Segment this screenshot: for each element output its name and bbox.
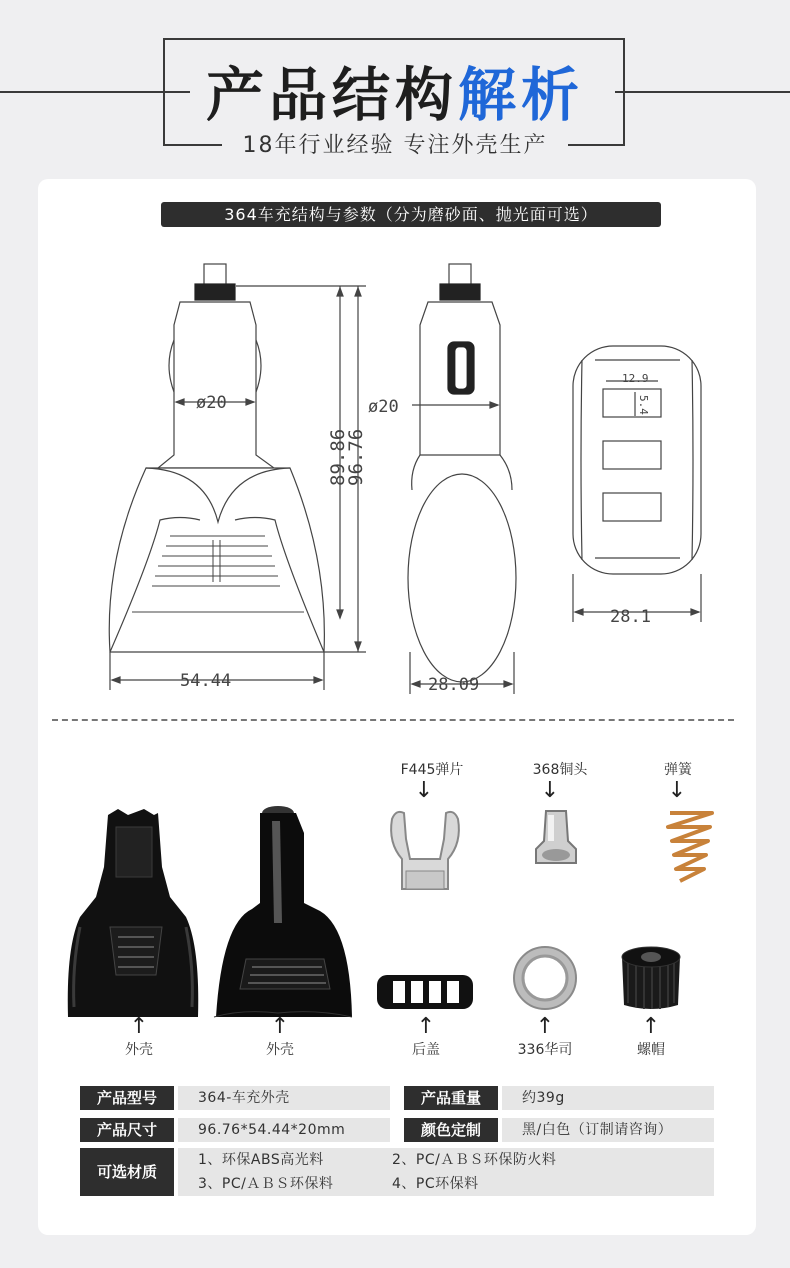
spring-label: 弹簧 [664, 762, 692, 778]
shell-inside-image [66, 807, 206, 1025]
copper-head-label: 368铜头 [532, 762, 588, 778]
material-option-3: 3、PC/ＡＢＳ环保料 [198, 1176, 334, 1192]
page-subtitle: 18年行业经验 专注外壳生产 [242, 133, 548, 158]
cap-image [618, 939, 684, 1013]
shell-1-arrow-icon: ↑ [129, 1014, 149, 1039]
shell-1-label: 外壳 [125, 1042, 153, 1058]
spec-row-1 [80, 1086, 714, 1110]
spring-image [660, 805, 720, 885]
shell-outside-image [212, 803, 360, 1025]
back-slot-width-label: 12.9 [622, 372, 649, 385]
back-slot-height-label: 5.4 [637, 395, 650, 415]
material-values [178, 1148, 714, 1196]
model-value: 364-车充外壳 [178, 1086, 390, 1110]
spring-arrow-icon: ↓ [667, 778, 687, 803]
spring-clip-arrow-icon: ↓ [414, 778, 434, 803]
height-inner-label: 89.86 [327, 428, 349, 486]
size-value: 96.76*54.44*20mm [178, 1118, 390, 1142]
shell-2-label: 外壳 [266, 1042, 294, 1058]
material-key: 可选材质 [80, 1148, 174, 1196]
spring-clip-image [382, 799, 468, 891]
washer-label: 336华司 [517, 1042, 573, 1058]
height-outer-label: 96.76 [345, 428, 367, 486]
content-card [38, 179, 756, 1235]
page-title [0, 48, 790, 132]
section-title-bar: 364车充结构与参数（分为磨砂面、抛光面可选） [161, 202, 661, 227]
material-option-4: 4、PC环保料 [392, 1176, 479, 1192]
back-cover-arrow-icon: ↑ [416, 1014, 436, 1039]
color-value: 黑/白色（订制请咨询） [502, 1118, 714, 1142]
model-key: 产品型号 [80, 1086, 174, 1110]
material-option-1: 1、环保ABS高光料 [198, 1152, 324, 1168]
shell-2-arrow-icon: ↑ [270, 1014, 290, 1039]
back-width-label: 28.1 [610, 607, 651, 627]
page-title-blue: 解析 [458, 61, 585, 129]
weight-key: 产品重量 [404, 1086, 498, 1110]
back-cover-label: 后盖 [412, 1042, 440, 1058]
side-width-label: 28.09 [428, 675, 480, 695]
technical-drawing [38, 239, 756, 709]
weight-value: 约39g [502, 1086, 714, 1110]
spec-row-3 [80, 1148, 714, 1196]
side-diameter-label: ø20 [368, 397, 399, 417]
material-option-2: 2、PC/ＡＢＳ环保防火料 [392, 1152, 557, 1168]
washer-arrow-icon: ↑ [535, 1014, 555, 1039]
copper-head-image [532, 807, 580, 867]
copper-head-arrow-icon: ↓ [540, 778, 560, 803]
spec-row-2 [80, 1118, 714, 1142]
section-divider [52, 719, 734, 721]
front-diameter-label: ø20 [196, 393, 227, 413]
spring-clip-label: F445弹片 [400, 762, 464, 778]
back-view [573, 346, 701, 622]
front-width-label: 54.44 [180, 671, 232, 691]
cap-arrow-icon: ↑ [641, 1014, 661, 1039]
size-key: 产品尺寸 [80, 1118, 174, 1142]
cap-label: 螺帽 [637, 1042, 665, 1058]
back-cover-image [375, 969, 475, 1015]
color-key: 颜色定制 [404, 1118, 498, 1142]
washer-image [512, 945, 578, 1011]
page-title-dark: 产品结构 [205, 61, 458, 129]
side-view [408, 264, 516, 694]
